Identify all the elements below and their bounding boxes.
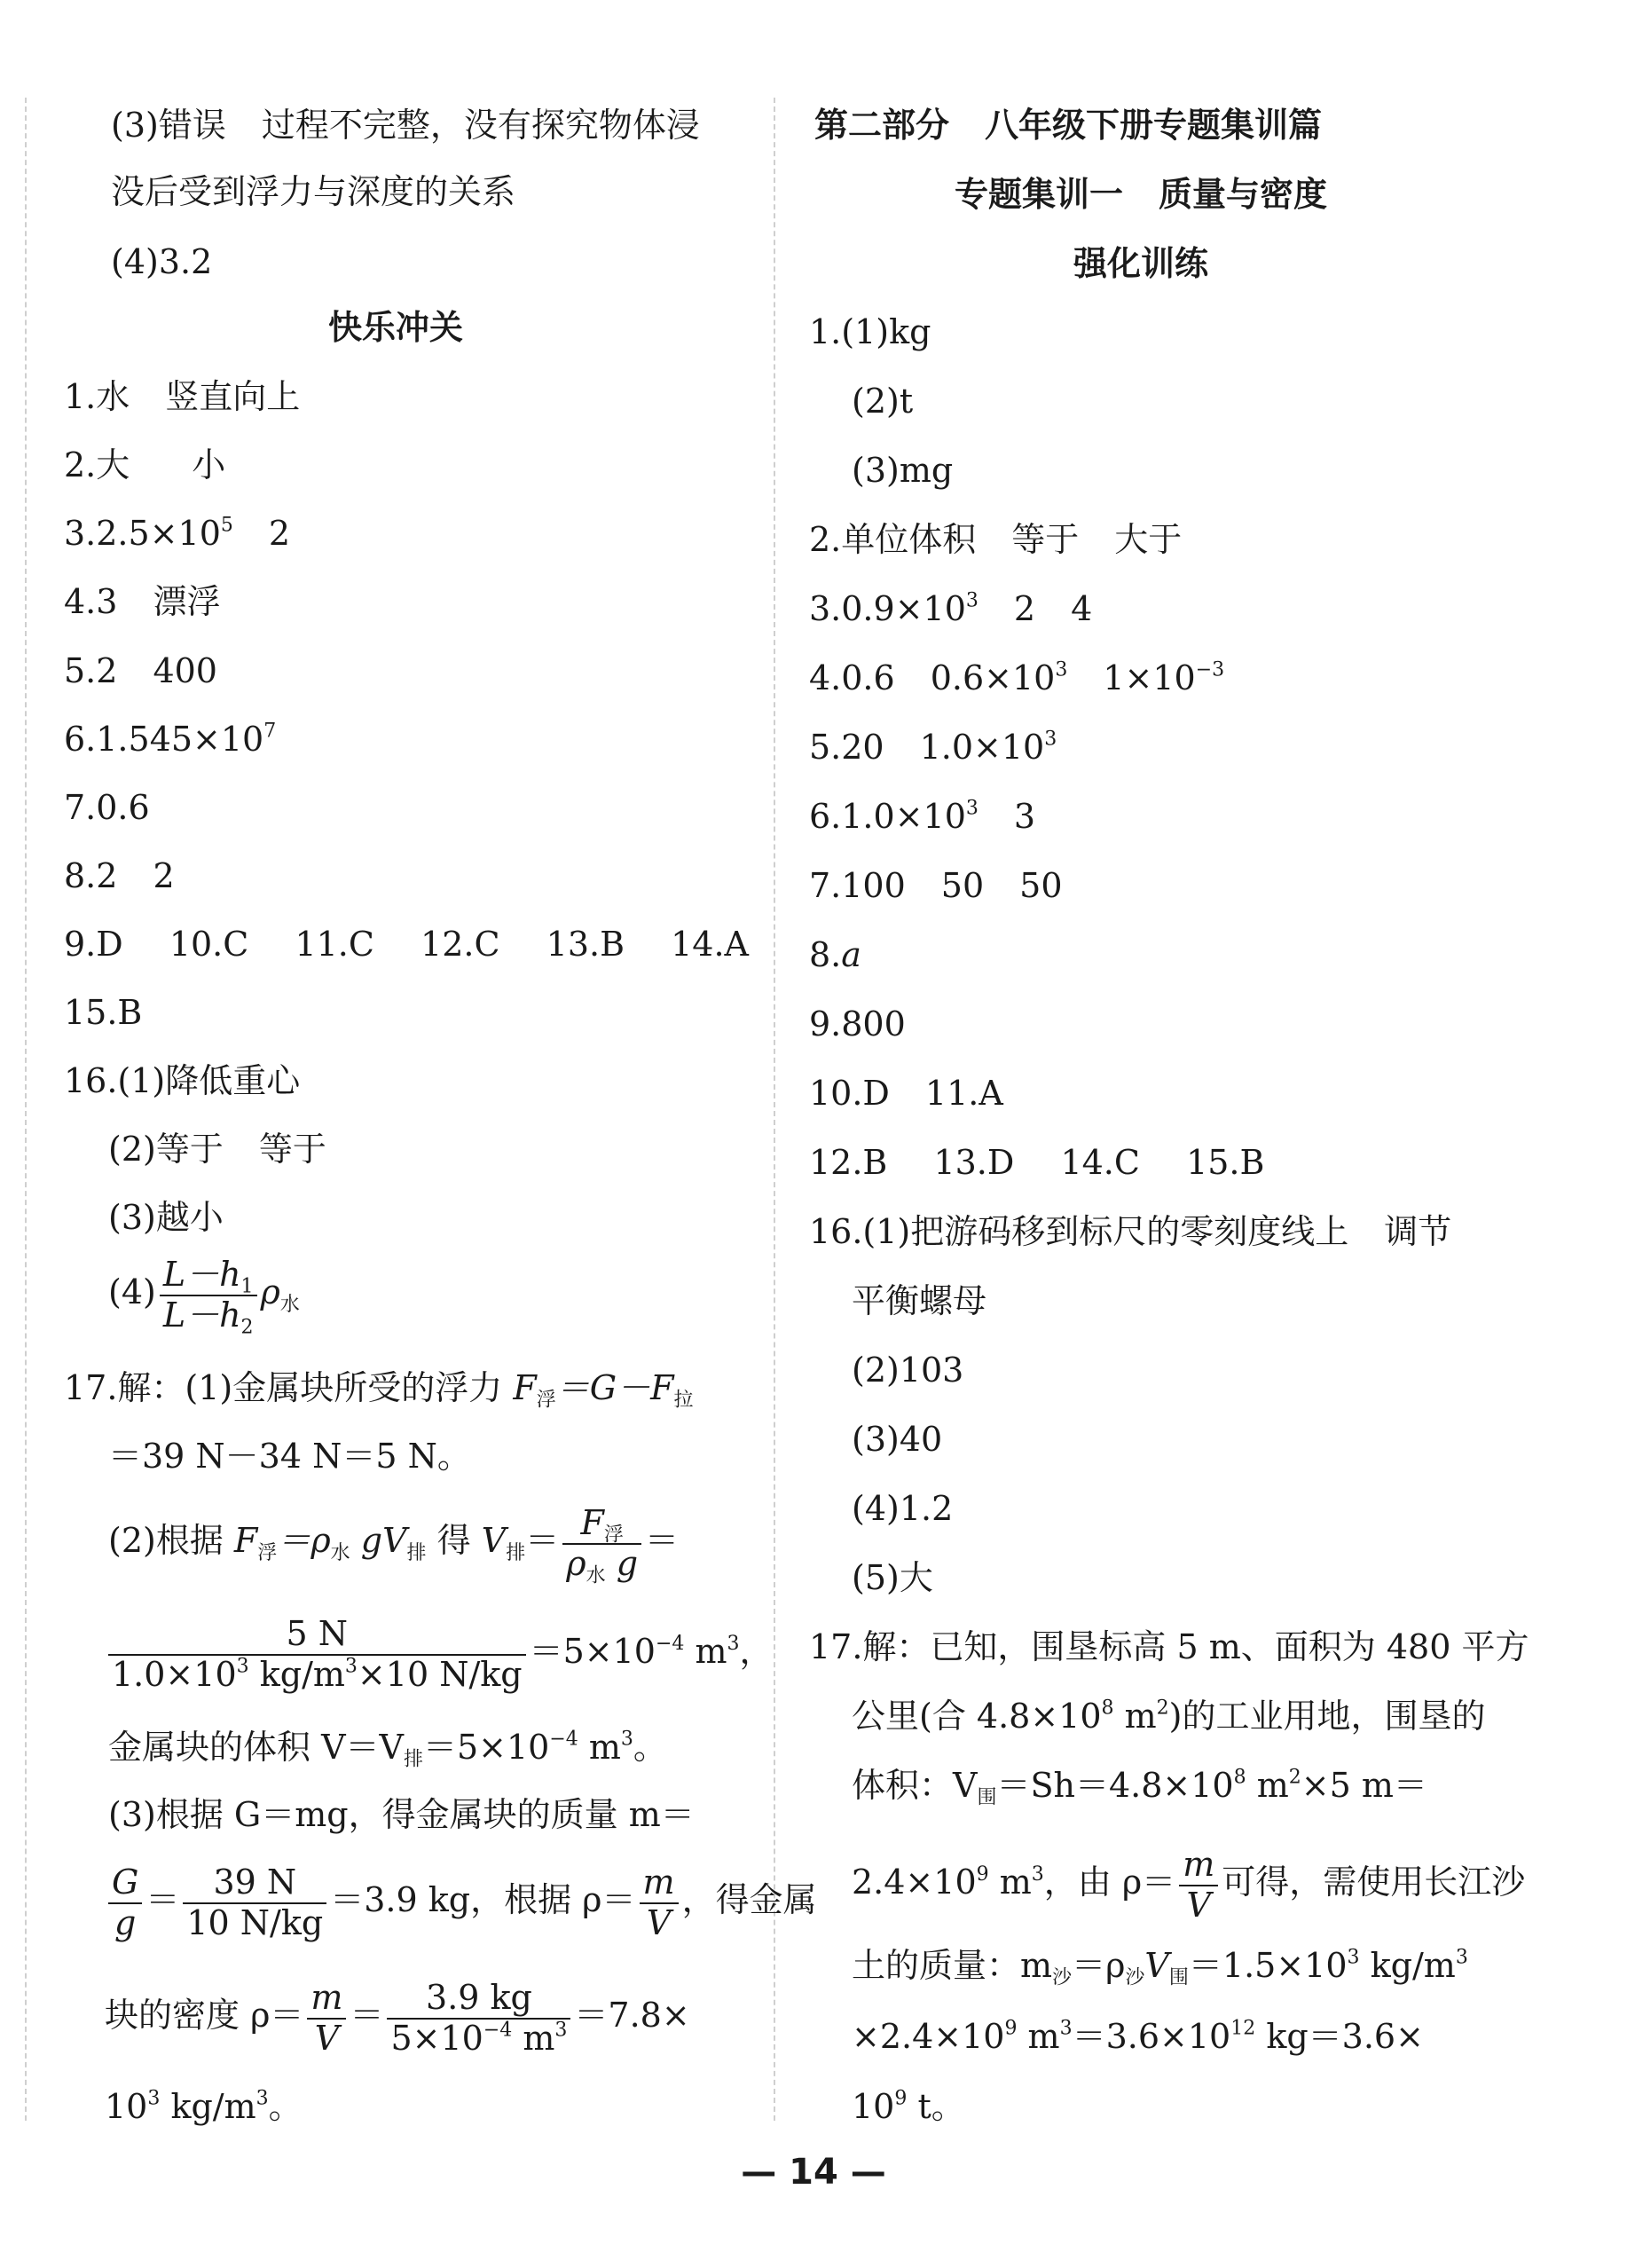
answer-line: 4.3 漂浮 (64, 582, 221, 621)
answer-line: $\frac{G}{g}$ ＝ $\frac{39 N}{10 N/kg}$ ＝3.9 kg，根据 ρ＝ $\frac{m}{V}$ ，得金属 (105, 1863, 817, 1942)
topic-title: 专题集训一 质量与密度 (955, 175, 1328, 214)
answer-line: 体积：$V_围=Sh=4.8\times 10^8$ $m^2\times 5$ m＝ (852, 1766, 1427, 1809)
fraction: $\frac{m}{V}$ (640, 1863, 679, 1942)
answer-line: 16.(1)把游码移到标尺的零刻度线上 调节 (809, 1212, 1452, 1251)
column-divider (774, 98, 775, 2121)
answer-line: 2.单位体积 等于 大于 (809, 520, 1183, 559)
part-title: 第二部分 八年级下册专题集训篇 (814, 106, 1323, 145)
fraction: $\frac{39 N}{10 N/kg}$ (183, 1863, 326, 1942)
answer-line: ＝39 N－34 N＝5 N。 (108, 1437, 471, 1476)
answer-line: (2)103 (852, 1351, 964, 1390)
answer-line: $\frac{5 N}{1.0\times 10^3 kg/m^3\times 10 N/kg}$ $=5\times 10^{-4}$ $m^3$， (105, 1615, 774, 1694)
answer-line: 7.100 50 50 (809, 866, 1063, 905)
answer-line: 16.(1)降低重心 (64, 1061, 301, 1100)
section-title: 快乐冲关 (328, 308, 464, 347)
answer-line: 土的质量：$m_沙=\rho_沙V_围=1.5\times 10^3$ $kg/m^3$ (852, 1946, 1468, 1989)
answer-line: $3.0.9\times 10^3$ 2 4 (809, 589, 1093, 628)
answer-line: $3.2.5\times 10^5$ 2 (64, 514, 291, 553)
answer-line: 没后受到浮力与深度的关系 (111, 172, 516, 211)
fraction: $\frac{m}{V}$ (1179, 1846, 1218, 1925)
fraction: $\frac{G}{g}$ (108, 1863, 142, 1942)
answer-line: (3)错误 过程不完整，没有探究物体浸 (111, 106, 700, 145)
answer-line: 5.2 400 (64, 651, 217, 690)
answer-line: (4) $\frac{L-h_1}{L-h_2}$ $\rho_水$ (108, 1255, 300, 1339)
answer-line: $10^3$ $kg/m^3$。 (105, 2087, 303, 2126)
answer-line: 平衡螺母 (852, 1281, 987, 1320)
answer-line: (3)40 (852, 1420, 943, 1459)
answer-line: 块的密度 ρ＝ $\frac{m}{V}$ ＝ $\frac{3.9 kg}{5\times 10^{-4} m^3}$ ＝7.8× (105, 1978, 690, 2058)
answer-line: (2)根据 $F_浮=\rho_水$ $gV_排$ 得 $V_排=$ $\frac{F_浮}{\rho_水 g}$ ＝ (108, 1503, 680, 1587)
page-number: — 14 — (741, 2152, 886, 2193)
answer-line: 7.0.6 (64, 788, 150, 827)
answer-line: 9.D 10.C 11.C 12.C 13.B 14.A (64, 925, 749, 964)
answer-line: (4)3.2 (111, 242, 213, 281)
fraction: $\frac{F_浮}{\rho_水 g}$ (562, 1504, 641, 1583)
answer-line: $6.1.0\times 10^3$ 3 (809, 797, 1036, 836)
answer-line: (5)大 (852, 1558, 933, 1597)
answer-line: 金属块的体积 $V=V_排=5\times 10^{-4}$ $m^3$。 (108, 1728, 667, 1771)
answer-line: 2.大 小 (64, 445, 226, 484)
fraction: $\frac{3.9 kg}{5\times 10^{-4} m^3}$ (387, 1979, 570, 2058)
fraction: $\frac{L-h_1}{L-h_2}$ (160, 1256, 257, 1335)
answer-line: $10^9$ t。 (852, 2087, 965, 2126)
answer-line: 10.D 11.A (809, 1074, 1003, 1113)
answer-line: $6.1.545\times 10^7$ (64, 720, 277, 759)
answer-line: 8.2 2 (64, 856, 175, 895)
subsection-title: 强化训练 (1073, 244, 1209, 283)
answer-line: 12.B 13.D 14.C 15.B (809, 1143, 1265, 1182)
answer-line: (3)mg (852, 451, 954, 490)
answer-line: (2)t (852, 382, 914, 421)
answer-line: (3)根据 G＝mg，得金属块的质量 m＝ (108, 1795, 695, 1834)
answer-line: 9.800 (809, 1004, 906, 1043)
answer-line: (3)越小 (108, 1198, 224, 1237)
fraction: $\frac{m}{V}$ (307, 1979, 346, 2058)
answer-line: 8.a (809, 935, 861, 974)
answer-line: 15.B (64, 993, 143, 1032)
answer-line: 公里(合 $4.8\times 10^8$ $m^2$)的工业用地，围垦的 (852, 1697, 1486, 1736)
answer-line: $\times 2.4\times 10^9$ $m^3=3.6\times 10^{12}$ kg＝3.6× (852, 2017, 1424, 2056)
answer-line: (2)等于 等于 (108, 1130, 326, 1169)
answer-line: $2.4\times 10^9$ $m^3$，由 ρ＝ $\frac{m}{V}$ 可得，需使用长江沙 (852, 1845, 1526, 1925)
answer-line: 17.解：(1)金属块所受的浮力 $F_浮=G-F_拉$ (64, 1368, 694, 1412)
page-margin-line (25, 98, 27, 2121)
answer-line: 1.水 竖直向上 (64, 377, 301, 416)
answer-line: 1.(1)kg (809, 312, 931, 351)
answer-line: (4)1.2 (852, 1489, 954, 1528)
answer-line: 17.解：已知，围垦标高 5 m、面积为 480 平方 (809, 1627, 1529, 1666)
fraction: $\frac{5 N}{1.0\times 10^3 kg/m^3\times 10 N/kg}$ (108, 1615, 526, 1694)
answer-line: 4.0.6 $0.6\times 10^3$ $1\times 10^{-3}$ (809, 658, 1225, 697)
answer-line: 5.20 $1.0\times 10^3$ (809, 728, 1057, 767)
